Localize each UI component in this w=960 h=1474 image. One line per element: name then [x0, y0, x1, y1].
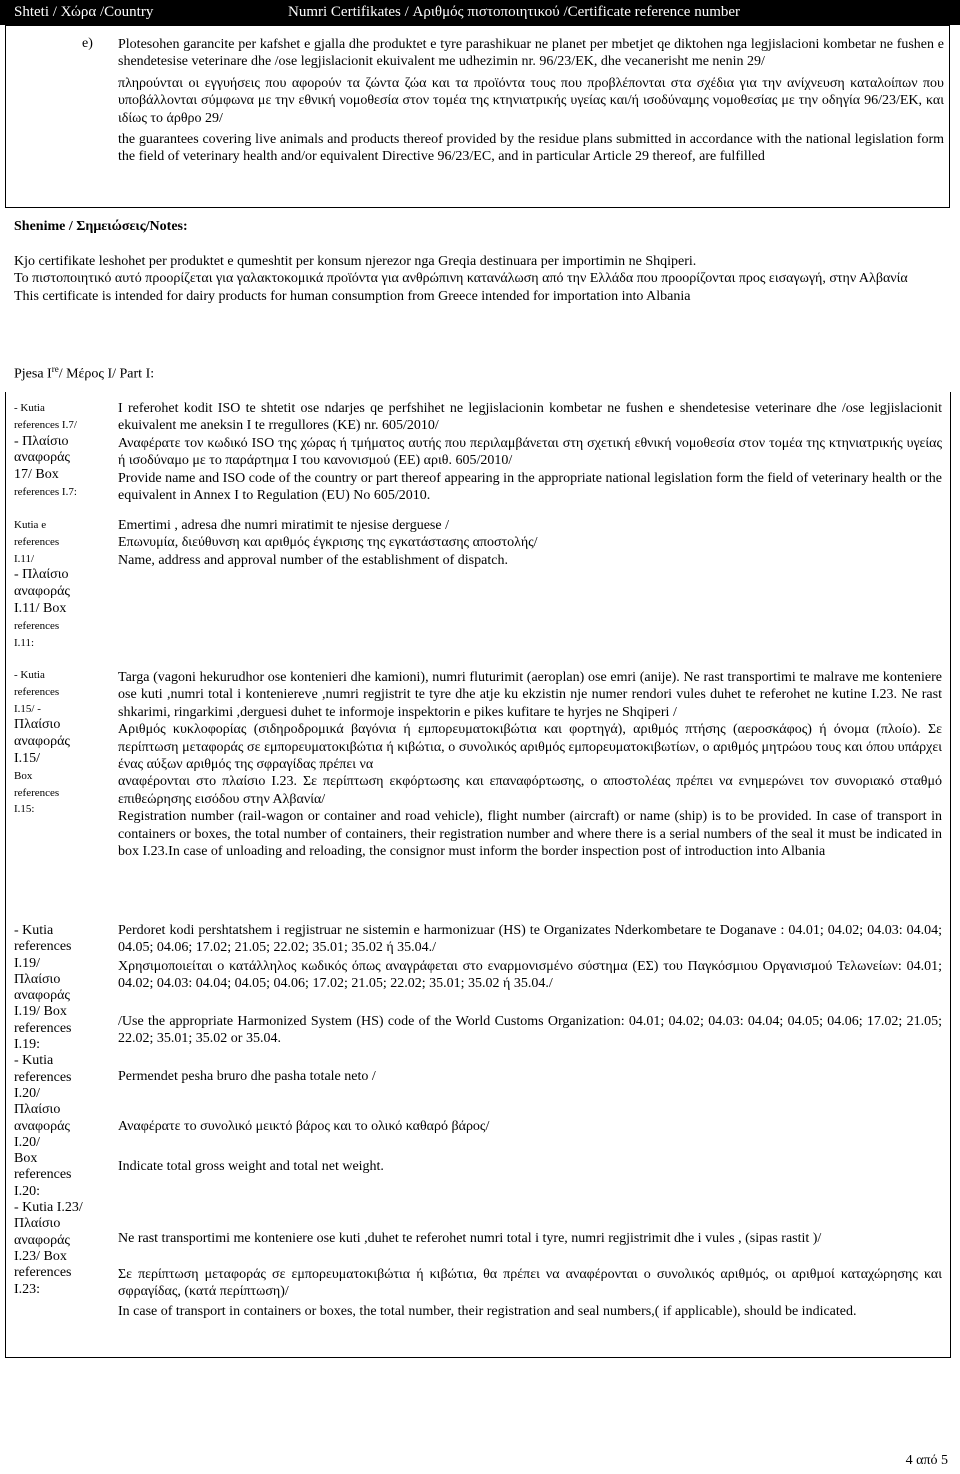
hs-code-sq: Perdoret kodi pershtatshem i regjistruar ne sistemin e harmonizuar (HS) te Organizates Nderkombetare te Doganave : 04.01; 04.02; 04.03: 04.04; 04.05; 04.06; 17.02; 21.05; 22.02; 35.01; 35.02 ή 35.04./	[118, 923, 942, 956]
header-bar	[0, 0, 960, 25]
hs-code-en: /Use the appropriate Harmonized System (HS) code of the World Customs Organization: 04.01; 04.02; 04.03: 04.04; 04.05; 04.06; 17.02; 21.05; 22.02; 35.01; 35.02 or 35.04.	[118, 1014, 942, 1047]
notes-text	[14, 253, 944, 305]
containers-sq: Ne rast transportimi me konteniere ose kuti ,duhet te referohet numri total i tyre, numri regjistrimit dhe i vules , (sipas rastit )/	[118, 1231, 822, 1246]
box-desc-i15: Targa (vagoni hekurudhor ose kontenieri dhe kamioni), numri fluturimit (aeroplan) ose emri (anije). Ne rast transportimi te malrave me konteniere ose kuti ,numri total i kontenierеve ,numri regjistrit te tyre dhe atje ku ekzistin nje numer rendori vules duhet te referohet ne kutine I.23. Ne rast shkarimi, ringarkimi ,derguesi duhet te informoje inspektorin e pikes kufitare te hyrjes ne Shqiperi / Αριθμός κυκλοφορίας (σιδηροδρομικά βαγόνια ή εμπορευματοκιβώτια και φορτηγά), αριθμός πτήσης (αεροσκάφος) ή όνομα (πλοίο). Σε περίπτωση μεταφοράς σε εμπορευματοκιβώτια ή κιβώτια, ο συνολικός αριθμός εμπορευματοκιβωτίων, ο αριθμός μητρώου τους και όπου υπάρχει ένας αύξων αριθμός της σφραγίδας πρέπει να αναφέρονται στο πλαίσιο I.23. Σε περίπτωση εκφόρτωσης και επαναφόρτωσης, ο αποστολέας πρέπει να ενημερώνει τον συνοριακό σταθμό επιθεώρησης εισόδου στην Αλβανία/ Registration number (rail-wagon or container and road vehicle), flight number (aircraft) or name (ship) is to be provided. In case of transport in containers or boxes, the total number of containers, their registration number and where there is a serial numbers of the seal it must be indicated in box I.23.In case of unloading and reloading, the consignor must inform the border inspection post of introduction into Albania	[118, 670, 942, 860]
notes-el: Το πιστοποιητικό αυτό προορίζεται για γαλακτοκομικά προϊόντα για ανθρώπινη κατανάλωση από την Ελλάδα που προορίζονται προς εισαγωγή, στην Αλβανία	[14, 271, 908, 287]
box-ref-i7: - Kutia references I.7/ - Πλαίσιο αναφοράς 17/ Box references I.7:	[14, 402, 77, 498]
table-bottom-border	[5, 1357, 951, 1358]
weight-el: Αναφέρατε το συνολικό μεικτό βάρος και το ολικό καθαρό βάρος/	[118, 1119, 490, 1134]
item-e-label: e)	[82, 36, 93, 51]
box-desc-i7: I referohet kodit ISO te shtetit ose ndarjes qe perfshihet ne legjislacionin kombetar ne fushen e shendetesise veterinare dhe /ose legjislacionit ekuivalent me aneksin I te rregullores (KE) nr. 605/2010/ Αναφέρατε τον κωδικό ISO της χώρας ή τμήματος αυτής που περιλαμβάνεται στη σχετική εθνική νομοθεσία στον τομέα της κτηνιατρικής υγείας ή ισοδύναμο με το παράρτημα I του κανονισμού (ΕΕ) αριθ. 605/2010/ Provide name and ISO code of the country or part thereof appearing in the appropriate national legislation form the field of veterinary health or the equivalent in Annex I to Regulation (EU) No 605/2010.	[118, 401, 942, 504]
notes-en: This certificate is intended for dairy products for human consumption from Greece intended for importation into Albania	[14, 288, 691, 304]
weight-sq: Permendet pesha bruro dhe pasha totale neto /	[118, 1069, 376, 1084]
table-right-border	[950, 392, 951, 1358]
containers-el: Σε περίπτωση μεταφοράς σε εμπορευματοκιβώτια ή κιβώτια, θα πρέπει να αναφέρονται ο συνολικός αριθμός, οι αριθμοί καταχώρησης και σφραγίδας, (κατά περίπτωση)/	[118, 1267, 942, 1300]
weight-en: Indicate total gross weight and total net weight.	[118, 1159, 384, 1174]
notes-sq: Kjo certifikate leshohet per produktet e qumeshtit per konsum njerezor nga Greqia destinuara per importimin ne Shqiperi.	[14, 254, 697, 269]
item-e-sq: Plotesohen garancite per kafshet e gjalla dhe produktet e tyre parashikuar ne planet per mbetjet qe diktohen nga legjislacioni kombetar ne fushen e shendetesise veterinare dhe /ose legjislacionit ekuivalent me udhezimin nr. 96/23/EK, dhe vecanerisht me nenin 29/	[118, 37, 944, 70]
item-e-en: the guarantees covering live animals and products thereof provided by the residue plans submitted in accordance with the national legislation form the field of veterinary health and/or equivalent Directive 96/23/EC, and in particular Article 29 thereof, are fulfilled	[118, 132, 944, 165]
item-e-text	[118, 36, 944, 170]
header-country: Shteti / Χώρα /Country	[14, 4, 154, 20]
item-e-el: πληρούνται οι εγγυήσεις που αφορούν τα ζώντα ζώα και τα προϊόντα τους που προβλέπονται στα σχέδια για την ανίχνευση καταλοίπων που υποβάλλονται σύμφωνα με την εθνική νομοθεσία στον τομέα της κτηνιατρικής υγείας και/ή ισοδύναμης νομοθεσίας με την οδηγία 96/23/ΕΚ, και ιδίως το άρθρο 29/	[118, 75, 944, 126]
page-number: 4 από 5	[905, 1453, 948, 1468]
containers-en: In case of transport in containers or boxes, the total number, their registration and seal numbers,( if applicable), should be indicated.	[118, 1304, 857, 1319]
table-left-border	[5, 392, 6, 1358]
box-desc-i11: Emertimi , adresa dhe numri miratimit te njesise derguese / Επωνυμία, διεύθυνση και αριθμός έγκρισης της εγκατάστασης αποστολής/ Name, address and approval number of the establishment of dispatch.	[118, 518, 538, 568]
notes-title: Shenime / Σημειώσεις/Notes:	[14, 219, 188, 234]
header-cert-ref: Numri Certifikates / Αριθμός πιστοποιητικού /Certificate reference number	[288, 4, 741, 20]
box-ref-i15: - Kutia references I.15/ - Πλαίσιο αναφοράς I.15/ Box references I.15:	[14, 669, 70, 816]
hs-code-el: Χρησιμοποιείται ο κατάλληλος κωδικός όπως αναγράφεται στο εναρμονισμένο σύστημα (ΕΣ) του Παγκόσμιου Οργανισμού Τελωνείων: 04.01; 04.02; 04.03: 04.04; 04.05; 04.06; 17.02; 21.05; 22.02; 35.01; 35.02 ή 35.04./	[118, 959, 942, 992]
part-title: Pjesa Ire/ Μέρος I/ Part I:	[14, 364, 155, 382]
box-ref-i19-i23: - Kutia references I.19/ Πλαίσιο αναφοράς I.19/ Box references I.19: - Kutia references I.20/ Πλαίσιο αναφοράς I.20/ Box references I.20: - Kutia I.23/ Πλαίσιο αναφοράς I.23/ Box references I.23:	[14, 923, 83, 1297]
box-ref-i11: Kutia e references I.11/ - Πλαίσιο αναφοράς I.11/ Box references I.11:	[14, 519, 70, 649]
